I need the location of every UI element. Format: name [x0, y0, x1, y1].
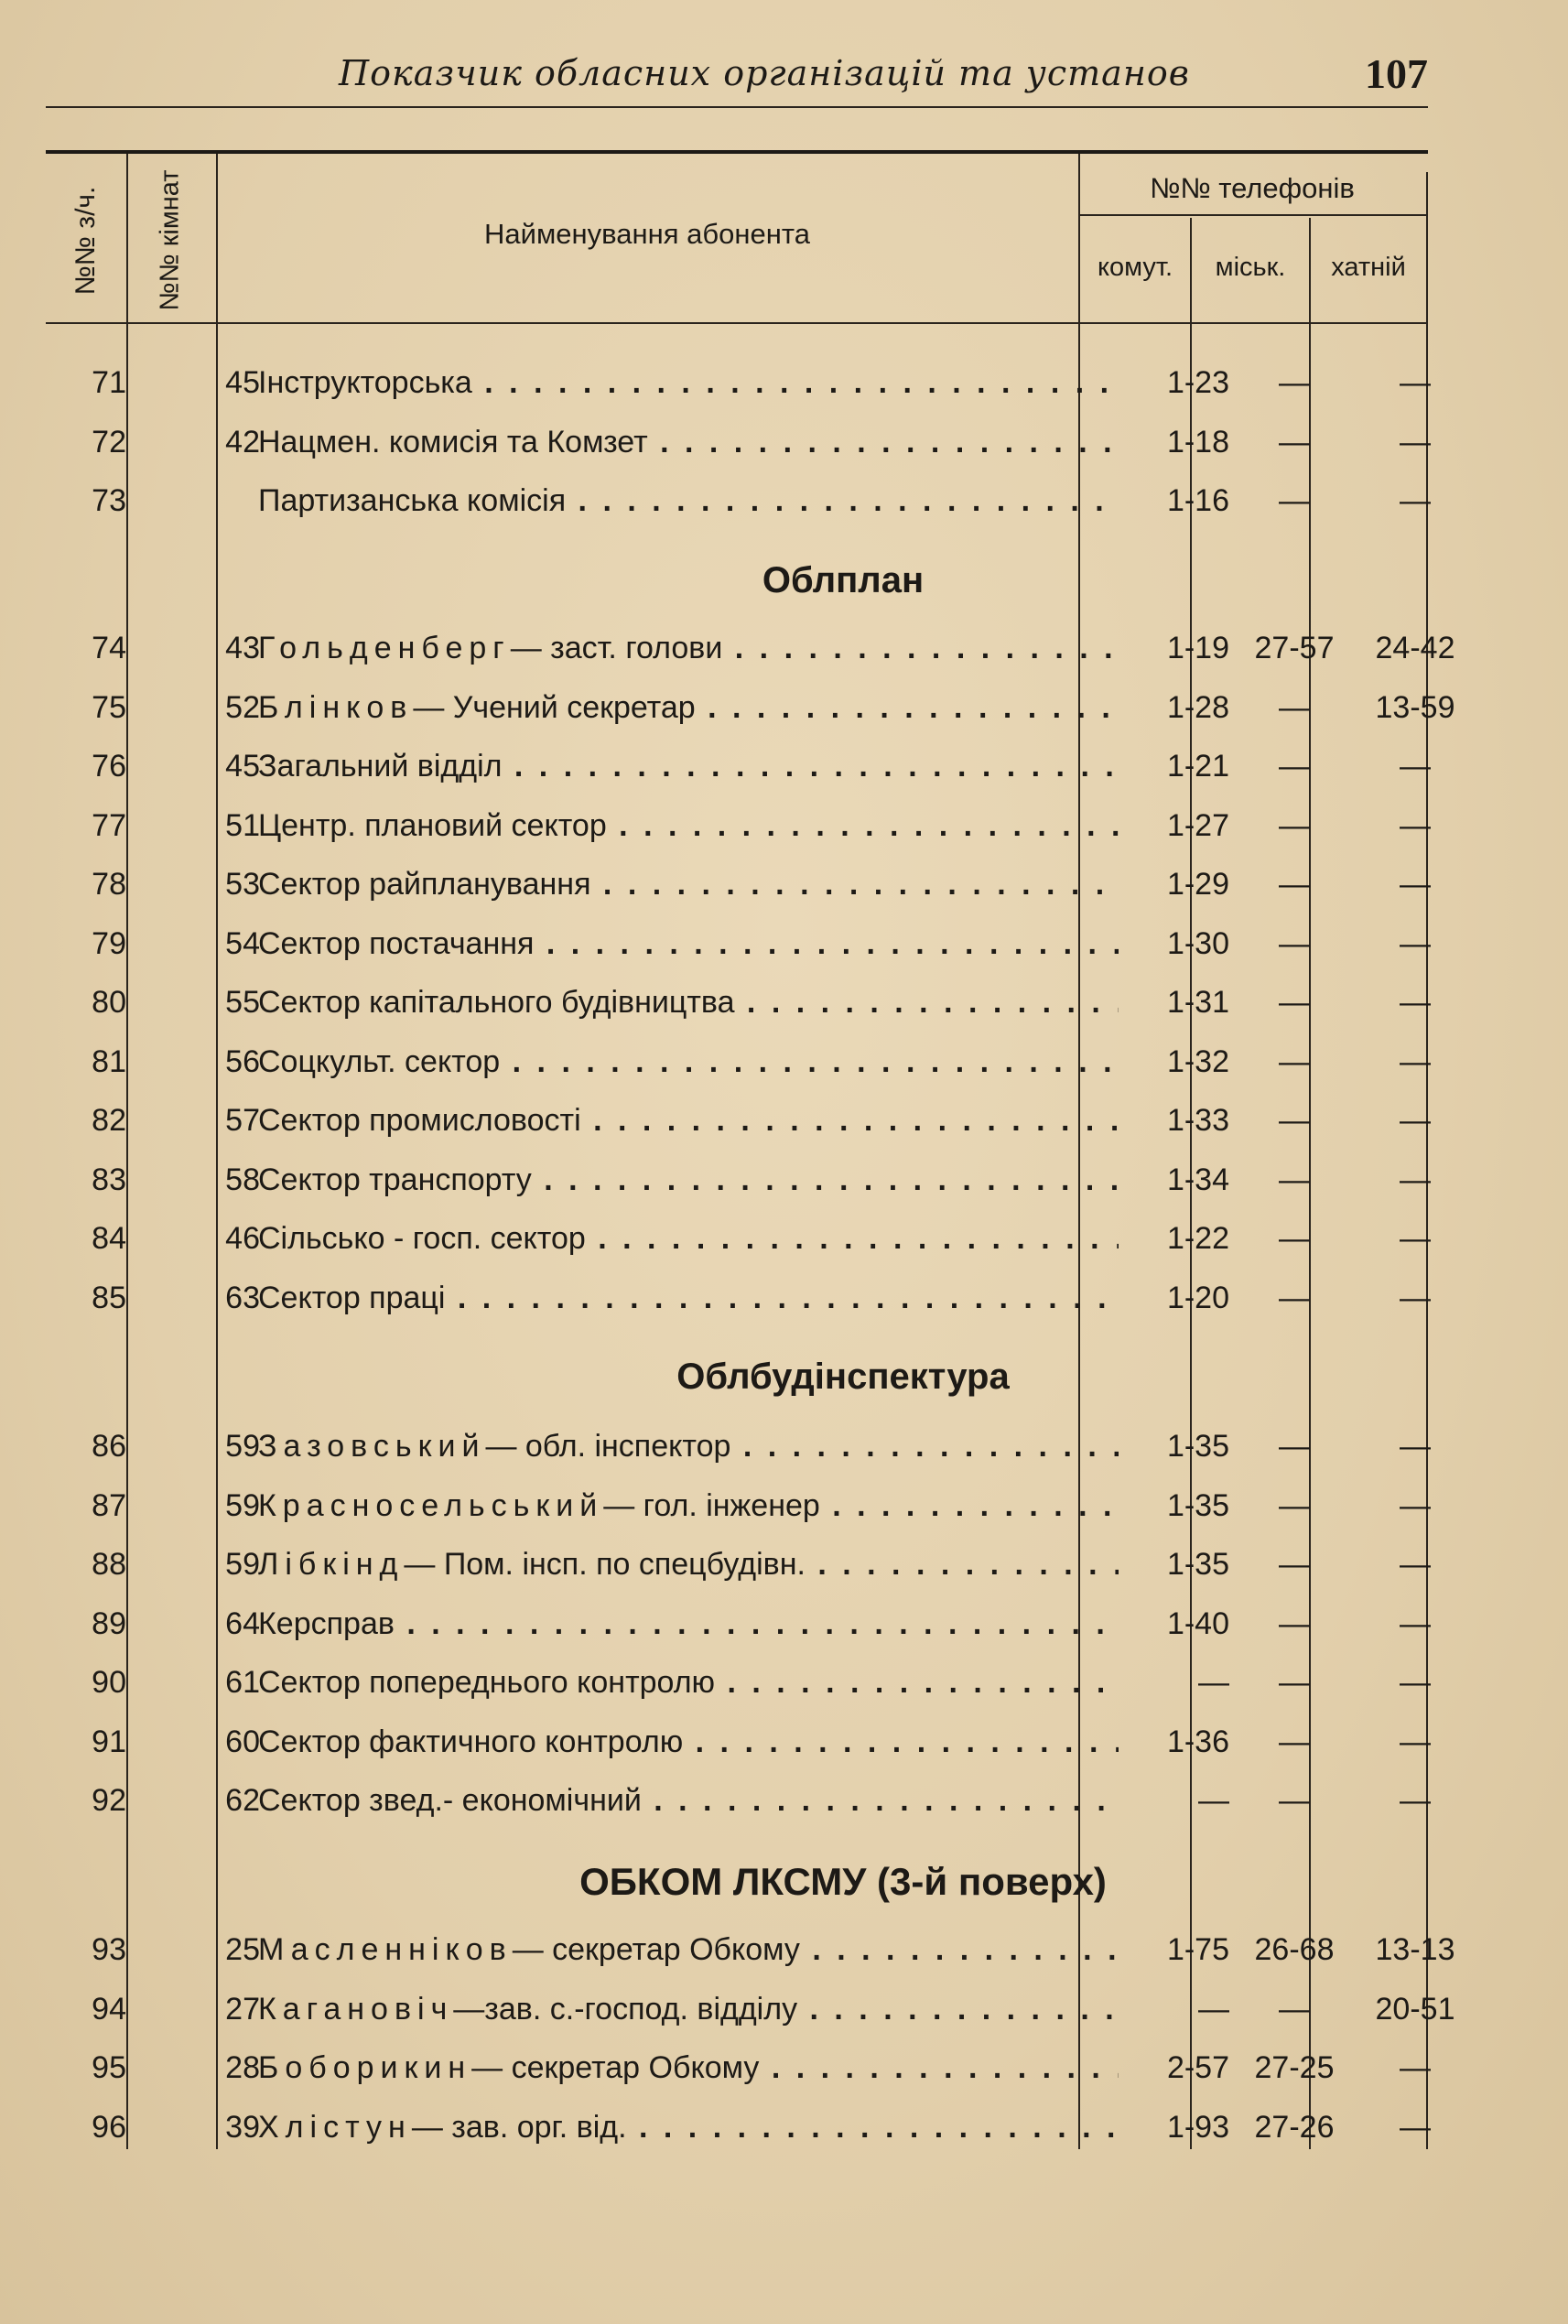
phone-hatn: 13-59 — [1375, 690, 1455, 725]
phone-komut: 1-21 — [1166, 749, 1229, 784]
phone-komut: — — [1198, 1783, 1229, 1818]
room-number: 57 — [225, 1103, 260, 1138]
subscriber-title: Сектор капітального будівництва — [258, 985, 735, 1020]
room-number: 64 — [225, 1606, 260, 1641]
phone-hatn: — — [1400, 2110, 1431, 2145]
subscriber-title: — секретар Обкому — [512, 1932, 800, 1967]
phone-komut: 1-30 — [1166, 926, 1229, 961]
row-number: 94 — [92, 1992, 126, 2027]
room-number: 39 — [225, 2110, 260, 2145]
subscriber-title: —зав. с.-господ. відділу — [453, 1992, 798, 2027]
phone-komut: 2-57 — [1166, 2050, 1229, 2085]
header-misk: міськ. — [1215, 253, 1286, 282]
phone-komut: 1-35 — [1166, 1547, 1229, 1582]
subscriber-name — [258, 2098, 1119, 2156]
phone-hatn: — — [1400, 1162, 1431, 1197]
page-number: 107 — [1365, 50, 1428, 97]
room-number: 56 — [225, 1044, 260, 1079]
room-number: 46 — [225, 1221, 260, 1256]
phone-hatn: — — [1400, 483, 1431, 518]
room-number: 59 — [225, 1547, 260, 1582]
room-number: 45 — [225, 365, 260, 400]
phone-hatn: — — [1400, 1724, 1431, 1759]
room-number: 43 — [225, 631, 260, 665]
subscriber-name — [258, 1594, 1119, 1653]
person-surname: Масленніков — [258, 1932, 513, 1967]
subscriber-title: Сектор райпланування — [258, 867, 591, 902]
phone-hatn: — — [1400, 1606, 1431, 1641]
subscriber-name — [258, 2038, 1119, 2097]
row-number: 88 — [92, 1547, 126, 1582]
person-surname: Гольденберг — [258, 631, 511, 665]
row-number: 80 — [92, 985, 126, 1020]
table-row — [46, 678, 1455, 737]
phone-misk: — — [1279, 483, 1310, 518]
subscriber-title: — зав. орг. від. — [411, 2110, 627, 2145]
phone-misk: — — [1279, 1606, 1310, 1641]
subscriber-name — [258, 796, 1119, 855]
row-number: 79 — [92, 926, 126, 961]
header-num: №№ з/ч. — [70, 186, 101, 296]
phone-komut: 1-31 — [1166, 985, 1229, 1020]
row-number: 86 — [92, 1429, 126, 1464]
subscriber-title: — Пом. інсп. по спецбудівн. — [404, 1547, 806, 1582]
table-row — [46, 619, 1455, 677]
row-number: 76 — [92, 749, 126, 784]
subscriber-title: Сектор праці — [258, 1281, 446, 1315]
subscriber-title: Сільсько - госп. сектор — [258, 1221, 586, 1256]
table-row — [46, 1771, 1431, 1830]
phone-misk: 26-68 — [1254, 1932, 1335, 1967]
phone-misk: — — [1279, 690, 1310, 725]
phone-komut: 1-33 — [1166, 1103, 1229, 1138]
row-number: 89 — [92, 1606, 126, 1641]
phone-misk: — — [1279, 1547, 1310, 1582]
subscriber-title: Партизанська комісія — [258, 483, 567, 518]
room-number: 63 — [225, 1281, 260, 1315]
room-number — [130, 471, 260, 530]
table-row — [46, 1209, 1431, 1268]
phone-komut: — — [1198, 1665, 1229, 1700]
table-row — [46, 1653, 1431, 1712]
row-number: 71 — [92, 365, 126, 400]
phone-komut: 1-20 — [1166, 1281, 1229, 1315]
table-row — [46, 914, 1431, 973]
phone-misk: — — [1279, 1221, 1310, 1256]
row-number: 84 — [92, 1221, 126, 1256]
phone-misk: — — [1279, 365, 1310, 400]
phone-komut: 1-34 — [1166, 1162, 1229, 1197]
subscriber-name — [258, 1713, 1119, 1771]
phone-komut: 1-22 — [1166, 1221, 1229, 1256]
phone-misk: — — [1279, 1103, 1310, 1138]
row-number: 91 — [92, 1724, 126, 1759]
subscriber-title: Сектор промисловості — [258, 1103, 581, 1138]
table-row — [46, 1151, 1431, 1209]
row-number: 72 — [92, 425, 126, 459]
subscriber-title: Соцкульт. сектор — [258, 1044, 501, 1079]
table-row — [46, 2098, 1431, 2156]
table-row — [46, 1417, 1431, 1475]
phone-misk: — — [1279, 1488, 1310, 1523]
table-row — [46, 1535, 1431, 1594]
room-number: 60 — [225, 1724, 260, 1759]
header-room: №№ кімнат — [155, 169, 185, 311]
subscriber-title: — секретар Обкому — [471, 2050, 760, 2085]
table-row — [46, 1269, 1431, 1327]
subscriber-title: Сектор звед.- економічний — [258, 1783, 642, 1818]
table-row — [46, 855, 1431, 913]
phone-hatn: — — [1400, 985, 1431, 1020]
phone-misk: — — [1279, 926, 1310, 961]
row-number: 96 — [92, 2110, 126, 2145]
phone-komut: 1-93 — [1166, 2110, 1229, 2145]
table-row — [46, 2038, 1431, 2097]
person-surname: Боборикин — [258, 2050, 472, 2085]
subscriber-name — [258, 1980, 1119, 2038]
room-number: 45 — [225, 749, 260, 784]
subscriber-title: — гол. інженер — [603, 1488, 820, 1523]
phone-komut: 1-35 — [1166, 1488, 1229, 1523]
running-title: Показчик обласних організацій та установ — [339, 53, 1190, 93]
subscriber-name — [258, 973, 1119, 1032]
phone-misk: — — [1279, 1044, 1310, 1079]
phone-hatn: — — [1400, 1488, 1431, 1523]
phones-group-rule — [1078, 214, 1426, 216]
table-row — [46, 1476, 1431, 1535]
row-number: 95 — [92, 2050, 126, 2085]
phone-hatn: 20-51 — [1375, 1992, 1455, 2027]
room-number: 58 — [225, 1162, 260, 1197]
subscriber-title: Загальний відділ — [258, 749, 503, 784]
phone-misk: — — [1279, 867, 1310, 902]
row-number: 93 — [92, 1932, 126, 1967]
subscriber-name — [258, 413, 1119, 471]
person-surname: Кагановіч — [258, 1992, 454, 2027]
room-number: 28 — [225, 2050, 260, 2085]
table-row — [46, 1713, 1431, 1771]
phone-komut: 1-40 — [1166, 1606, 1229, 1641]
person-surname: Блінков — [258, 690, 414, 725]
subscriber-title: Керсправ — [258, 1606, 395, 1641]
table-row — [46, 796, 1431, 855]
phone-komut: 1-16 — [1166, 483, 1229, 518]
phone-misk: — — [1279, 808, 1310, 843]
phone-komut: 1-23 — [1166, 365, 1229, 400]
subscriber-title: Сектор транспорту — [258, 1162, 532, 1197]
subscriber-name — [258, 353, 1119, 412]
header-hatn: хатній — [1331, 253, 1406, 282]
phone-misk: — — [1279, 1783, 1310, 1818]
subscriber-name — [258, 737, 1119, 795]
person-surname: Лібкінд — [258, 1547, 405, 1582]
room-number: 59 — [225, 1429, 260, 1464]
row-number: 83 — [92, 1162, 126, 1197]
phone-hatn: — — [1400, 1044, 1431, 1079]
table-row — [46, 1920, 1455, 1979]
phone-komut: 1-75 — [1166, 1932, 1229, 1967]
phone-hatn: 24-42 — [1375, 631, 1455, 665]
row-number: 81 — [92, 1044, 126, 1079]
phone-misk: — — [1279, 985, 1310, 1020]
phone-hatn: — — [1400, 867, 1431, 902]
phone-hatn: — — [1400, 1281, 1431, 1315]
phone-misk: 27-25 — [1254, 2050, 1335, 2085]
phone-misk: — — [1279, 1281, 1310, 1315]
person-surname: Зазовський — [258, 1429, 486, 1464]
phone-hatn: — — [1400, 926, 1431, 961]
table-row — [46, 737, 1431, 795]
subscriber-name — [258, 1653, 1119, 1712]
table-row — [46, 1032, 1431, 1091]
section-title-oblplan: Облплан — [762, 560, 925, 600]
subscriber-name — [258, 1535, 1119, 1594]
subscriber-name — [258, 914, 1119, 973]
subscriber-name — [258, 1091, 1119, 1150]
room-number: 25 — [225, 1932, 260, 1967]
room-number: 59 — [225, 1488, 260, 1523]
room-number: 53 — [225, 867, 260, 902]
phone-misk: — — [1279, 425, 1310, 459]
phone-komut: 1-27 — [1166, 808, 1229, 843]
subscriber-name — [258, 855, 1119, 913]
room-number: 51 — [225, 808, 260, 843]
row-number: 92 — [92, 1783, 126, 1818]
phone-hatn: — — [1400, 1547, 1431, 1582]
phone-misk: — — [1279, 1992, 1310, 2027]
phone-komut: 1-32 — [1166, 1044, 1229, 1079]
phone-komut: 1-35 — [1166, 1429, 1229, 1464]
table-row — [46, 1594, 1431, 1653]
phone-hatn: — — [1400, 1429, 1431, 1464]
section-title-oblbudinspektura: Облбудінспектура — [676, 1357, 1010, 1397]
phone-hatn: — — [1400, 1783, 1431, 1818]
phone-misk: — — [1279, 1665, 1310, 1700]
phone-hatn: — — [1400, 425, 1431, 459]
table-row — [46, 413, 1431, 471]
room-number: 62 — [225, 1783, 260, 1818]
subscriber-title: — заст. голови — [510, 631, 723, 665]
subscriber-title: — Учений секретар — [413, 690, 696, 725]
header-phones-group: №№ телефонів — [1150, 172, 1355, 204]
phone-misk: — — [1279, 1162, 1310, 1197]
subscriber-title: Центр. плановий сектор — [258, 808, 607, 843]
phone-hatn: — — [1400, 1665, 1431, 1700]
table-row — [46, 1091, 1431, 1150]
row-number: 75 — [92, 690, 126, 725]
phone-hatn: — — [1400, 365, 1431, 400]
subscriber-title: Сектор постачання — [258, 926, 535, 961]
subscriber-name — [258, 1209, 1119, 1268]
subscriber-name — [258, 1920, 1119, 1979]
phone-komut: 1-18 — [1166, 425, 1229, 459]
phone-komut: 1-36 — [1166, 1724, 1229, 1759]
phone-komut: 1-29 — [1166, 867, 1229, 902]
row-number: 90 — [92, 1665, 126, 1700]
table-row — [46, 1980, 1455, 2038]
phone-hatn: 13-13 — [1375, 1932, 1455, 1967]
phone-misk: 27-57 — [1254, 631, 1335, 665]
phone-misk: 27-26 — [1254, 2110, 1335, 2145]
subscriber-name — [258, 619, 1119, 677]
subscriber-title: — обл. інспектор — [485, 1429, 731, 1464]
room-number: 61 — [225, 1665, 260, 1700]
row-number: 82 — [92, 1103, 126, 1138]
phone-hatn: — — [1400, 1103, 1431, 1138]
phone-misk: — — [1279, 749, 1310, 784]
row-number: 78 — [92, 867, 126, 902]
person-surname: Красносельський — [258, 1488, 604, 1523]
row-number: 73 — [92, 483, 126, 518]
header-bottom-rule — [46, 322, 1428, 324]
subscriber-title: Сектор попереднього контролю — [258, 1665, 716, 1700]
row-number: 87 — [92, 1488, 126, 1523]
subscriber-title: Інструкторська — [258, 365, 472, 400]
subscriber-name — [258, 1417, 1119, 1475]
section-title-obkom-lksmu: ОБКОМ ЛКСМУ (3-й поверх) — [579, 1860, 1107, 1903]
subscriber-name — [258, 1151, 1119, 1209]
room-number: 54 — [225, 926, 260, 961]
room-number: 27 — [225, 1992, 260, 2027]
phone-hatn: — — [1400, 1221, 1431, 1256]
running-head — [46, 46, 1428, 108]
subscriber-name — [258, 1032, 1119, 1091]
subscriber-title: Сектор фактичного контролю — [258, 1724, 684, 1759]
table-row — [46, 353, 1431, 412]
header-komut: комут. — [1097, 253, 1173, 282]
phone-hatn: — — [1400, 2050, 1431, 2085]
table-row — [46, 973, 1431, 1032]
phone-hatn: — — [1400, 749, 1431, 784]
phone-komut: 1-28 — [1166, 690, 1229, 725]
row-number: 85 — [92, 1281, 126, 1315]
subscriber-name — [258, 1771, 1119, 1830]
subscriber-name — [258, 678, 1119, 737]
subscriber-name — [258, 1269, 1119, 1327]
subscriber-title: Нацмен. комисія та Комзет — [258, 425, 648, 459]
header-name: Найменування абонента — [484, 218, 810, 250]
phone-komut: — — [1198, 1992, 1229, 2027]
row-number: 74 — [92, 631, 126, 665]
phone-misk: — — [1279, 1429, 1310, 1464]
room-number: 42 — [225, 425, 260, 459]
phone-hatn: — — [1400, 808, 1431, 843]
person-surname: Хлістун — [258, 2110, 412, 2145]
subscriber-name — [258, 471, 1119, 530]
room-number: 52 — [225, 690, 260, 725]
table-row — [46, 471, 1431, 530]
phone-misk: — — [1279, 1724, 1310, 1759]
phone-komut: 1-19 — [1166, 631, 1229, 665]
subscriber-name — [258, 1476, 1119, 1535]
room-number: 55 — [225, 985, 260, 1020]
row-number: 77 — [92, 808, 126, 843]
